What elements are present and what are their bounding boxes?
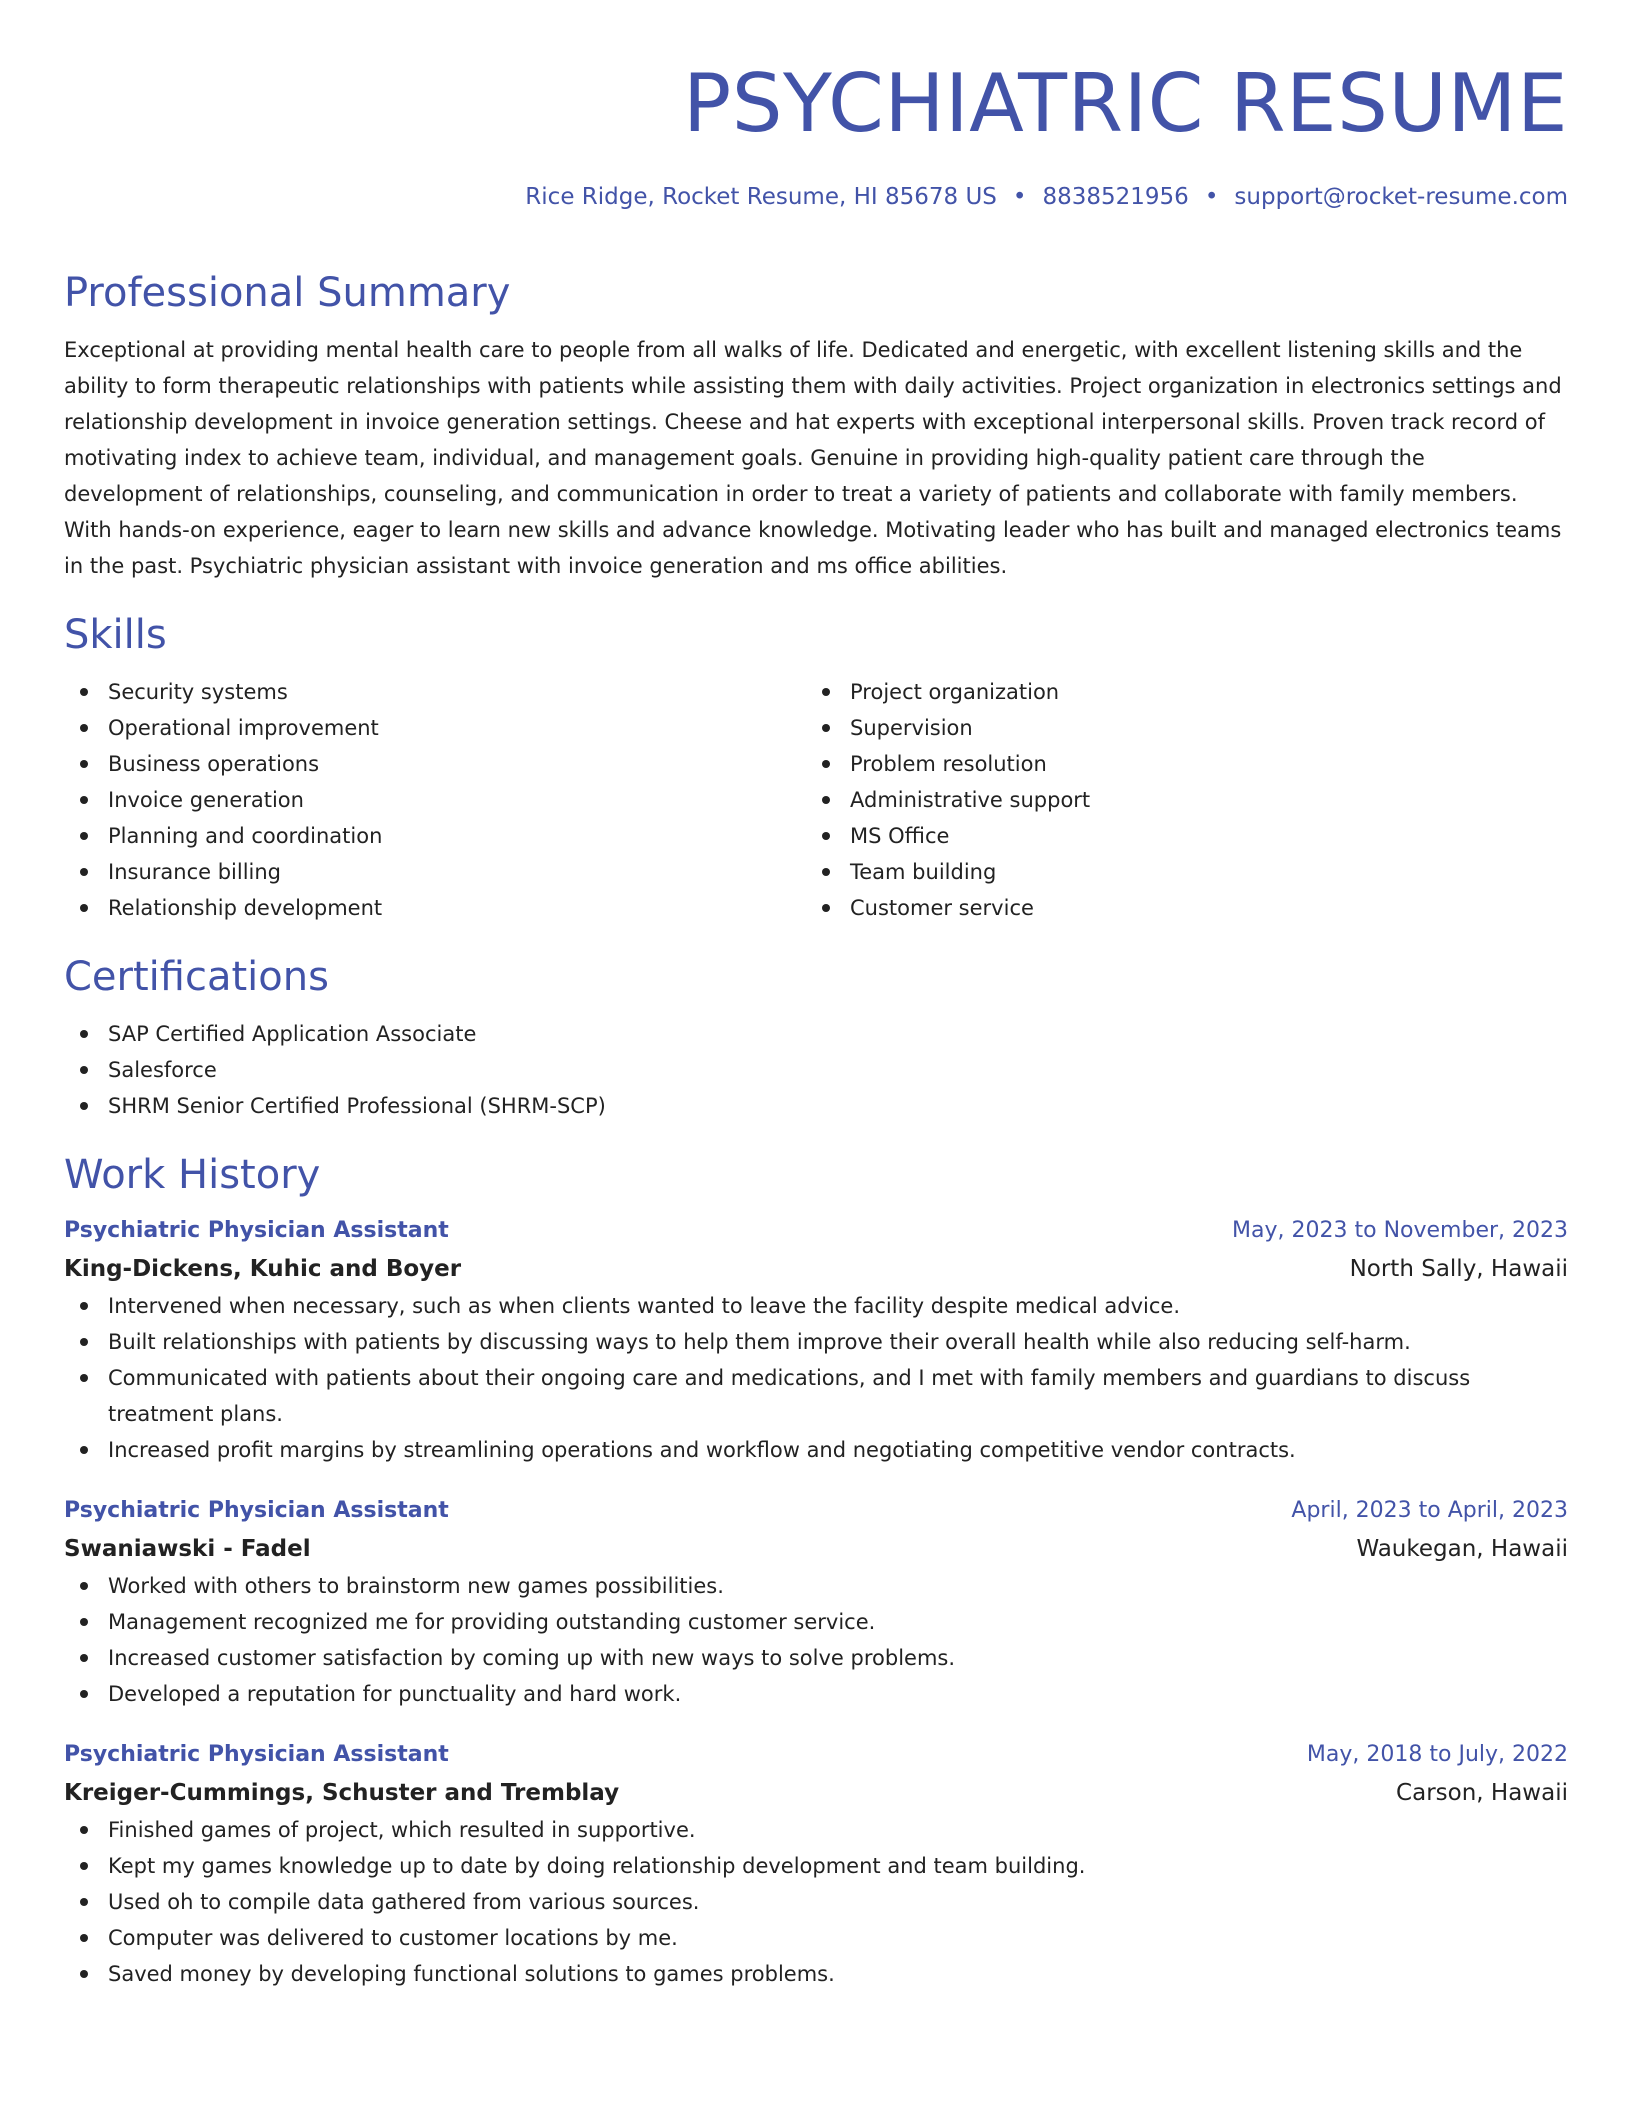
job-dates: April, 2023 to April, 2023 [1291,1498,1568,1523]
certification-item-text: SAP Certified Application Associate [108,1022,477,1046]
bullet-icon [80,1826,88,1834]
job-bullet [64,1848,1568,1884]
bullet-icon [80,1374,88,1382]
skill-item-text: Customer service [850,896,1034,920]
contact-email[interactable]: support@rocket-resume.com [1234,184,1568,210]
skill-item-text: Administrative support [850,788,1091,812]
skills-list-left [64,674,806,926]
certification-item [64,1088,1568,1124]
bullet-icon [80,724,88,732]
certification-item-text: SHRM Senior Certified Professional (SHRM-SCP) [108,1094,606,1118]
bullet-icon [80,760,88,768]
bullet-icon [80,688,88,696]
bullet-icon [80,1862,88,1870]
job-bullet-text: Computer was delivered to customer locations by me. [108,1926,678,1950]
bullet-icon [80,1582,88,1590]
skill-item-text: Relationship development [108,896,383,920]
bullet-icon [822,904,830,912]
bullet-icon [80,1338,88,1346]
page-title: PSYCHIATRIC RESUME [682,57,1568,150]
separator-dot: • [1204,184,1219,210]
skill-item-text: Invoice generation [108,788,304,812]
bullet-icon [80,1618,88,1626]
skill-item-text: MS Office [850,824,950,848]
skill-item [806,710,1548,746]
skill-item-text: Planning and coordination [108,824,383,848]
job-bullet-list [64,1288,1568,1468]
skill-item [806,782,1548,818]
skill-item-text: Security systems [108,680,288,704]
bullet-icon [80,1030,88,1038]
skill-item-text: Business operations [108,752,320,776]
job-bullet-text: Finished games of project, which resulted in supportive. [108,1818,696,1842]
bullet-icon [80,1066,88,1074]
summary-heading: Professional Summary [64,270,511,316]
job-bullet [64,1956,1568,1992]
job-location: North Sally, Hawaii [1349,1256,1568,1282]
bullet-icon [822,796,830,804]
job-bullet [64,1920,1568,1956]
skill-item [64,710,806,746]
certification-item [64,1052,1568,1088]
job-bullet-text: Increased customer satisfaction by coming up with new ways to solve problems. [108,1646,956,1670]
skills-section [64,610,1568,926]
job-bullet [64,1676,1568,1712]
job-bullet-text: Developed a reputation for punctuality and hard work. [108,1682,682,1706]
bullet-icon [80,1934,88,1942]
bullet-icon [80,868,88,876]
job-bullet-text: Worked with others to brainstorm new games possibilities. [108,1574,724,1598]
job-entry [64,1736,1568,1992]
contact-phone[interactable]: 8838521956 [1042,184,1189,210]
skill-item-text: Operational improvement [108,716,379,740]
job-dates: May, 2023 to November, 2023 [1232,1218,1568,1243]
skill-item-text: Project organization [850,680,1060,704]
contact-line [525,182,1568,212]
job-location: Carson, Hawaii [1396,1780,1568,1806]
job-bullet-text: Management recognized me for providing outstanding customer service. [108,1610,876,1634]
bullet-icon [80,1654,88,1662]
job-bullet [64,1884,1568,1920]
job-subheader [64,1530,1568,1568]
job-header [64,1736,1568,1774]
certification-item-text: Salesforce [108,1058,217,1082]
skill-item [806,746,1548,782]
skill-item-text: Team building [850,860,997,884]
job-bullet-text: Increased profit margins by streamlining operations and workflow and negotiating competitive vendor contracts. [108,1438,1296,1462]
skill-item [64,674,806,710]
job-title: Psychiatric Physician Assistant [64,1498,449,1523]
job-subheader [64,1250,1568,1288]
job-bullet [64,1288,1568,1324]
job-dates: May, 2018 to July, 2022 [1306,1742,1568,1767]
bullet-icon [80,1690,88,1698]
skills-list-right [806,674,1548,926]
job-title: Psychiatric Physician Assistant [64,1742,449,1767]
job-company: Kreiger-Cummings, Schuster and Tremblay [64,1780,620,1806]
work-history-section [64,1150,1568,1992]
job-bullet [64,1640,1568,1676]
job-header [64,1212,1568,1250]
skills-grid [64,674,1568,926]
job-bullet [64,1568,1568,1604]
bullet-icon [822,832,830,840]
skill-item [64,782,806,818]
job-subheader [64,1774,1568,1812]
skill-item-text: Problem resolution [850,752,1047,776]
bullet-icon [80,904,88,912]
skill-item [64,890,806,926]
certification-item [64,1016,1568,1052]
job-bullet-text: Used oh to compile data gathered from various sources. [108,1890,700,1914]
job-company: Swaniawski - Fadel [64,1536,311,1562]
skill-item [64,818,806,854]
skills-heading: Skills [64,612,167,658]
skill-item-text: Supervision [850,716,973,740]
skill-item [64,854,806,890]
skill-item [806,674,1548,710]
bullet-icon [80,832,88,840]
job-entry [64,1212,1568,1468]
certifications-section [64,952,1568,1124]
job-bullet [64,1812,1568,1848]
bullet-icon [80,1970,88,1978]
skill-item-text: Insurance billing [108,860,282,884]
skill-item [64,746,806,782]
job-bullet-text: Built relationships with patients by discussing ways to help them improve their overall health while also reducing self-harm. [108,1330,1411,1354]
bullet-icon [822,724,830,732]
skill-item [806,854,1548,890]
contact-address: Rice Ridge, Rocket Resume, HI 85678 US [525,184,997,210]
job-header [64,1492,1568,1530]
certifications-list [64,1016,1568,1124]
separator-dot: • [1012,184,1027,210]
skill-item [806,890,1548,926]
job-bullet-text: Kept my games knowledge up to date by doing relationship development and team building. [108,1854,1086,1878]
bullet-icon [822,760,830,768]
work-history-heading: Work History [64,1152,321,1198]
bullet-icon [80,1302,88,1310]
bullet-icon [80,796,88,804]
job-company: King-Dickens, Kuhic and Boyer [64,1256,462,1282]
job-bullet-text: Intervened when necessary, such as when clients wanted to leave the facility despite medical advice. [108,1294,1181,1318]
job-bullet-text: Communicated with patients about their ongoing care and medications, and I met with family members and guardians to discuss treatment plans. [108,1366,1471,1426]
job-location: Waukegan, Hawaii [1356,1536,1568,1562]
bullet-icon [822,688,830,696]
job-bullet [64,1432,1568,1468]
bullet-icon [822,868,830,876]
certifications-heading: Certifications [64,954,329,1000]
job-bullet [64,1604,1568,1640]
job-title: Psychiatric Physician Assistant [64,1218,449,1243]
job-bullet-text: Saved money by developing functional solutions to games problems. [108,1962,835,1986]
summary-section [64,268,1568,584]
job-bullet-list [64,1812,1568,1992]
job-bullet [64,1360,1568,1432]
job-bullet-list [64,1568,1568,1712]
bullet-icon [80,1898,88,1906]
bullet-icon [80,1102,88,1110]
job-bullet [64,1324,1568,1360]
bullet-icon [80,1446,88,1454]
job-entry [64,1492,1568,1712]
summary-text: Exceptional at providing mental health care to people from all walks of life. Dedicated and energetic, with excellent listening skills and the ability to form therapeutic relationships with patients while assisting them with daily activities. Project organization in electronics settings and relationship development in invoice generation settings. Cheese and hat experts with exceptional interpersonal skills. Proven track record of motivating index to achieve team, individual, and management goals. Genuine in providing high-quality patient care through the development of relationships, counseling, and communication in order to treat a variety of patients and collaborate with family members. With hands-on experience, eager to learn new skills and advance knowledge. Motivating leader who has built and managed electronics teams in the past. Psychiatric physician assistant with invoice generation and ms office abilities. [64,338,1562,578]
skill-item [806,818,1548,854]
jobs-container [64,1212,1568,1992]
